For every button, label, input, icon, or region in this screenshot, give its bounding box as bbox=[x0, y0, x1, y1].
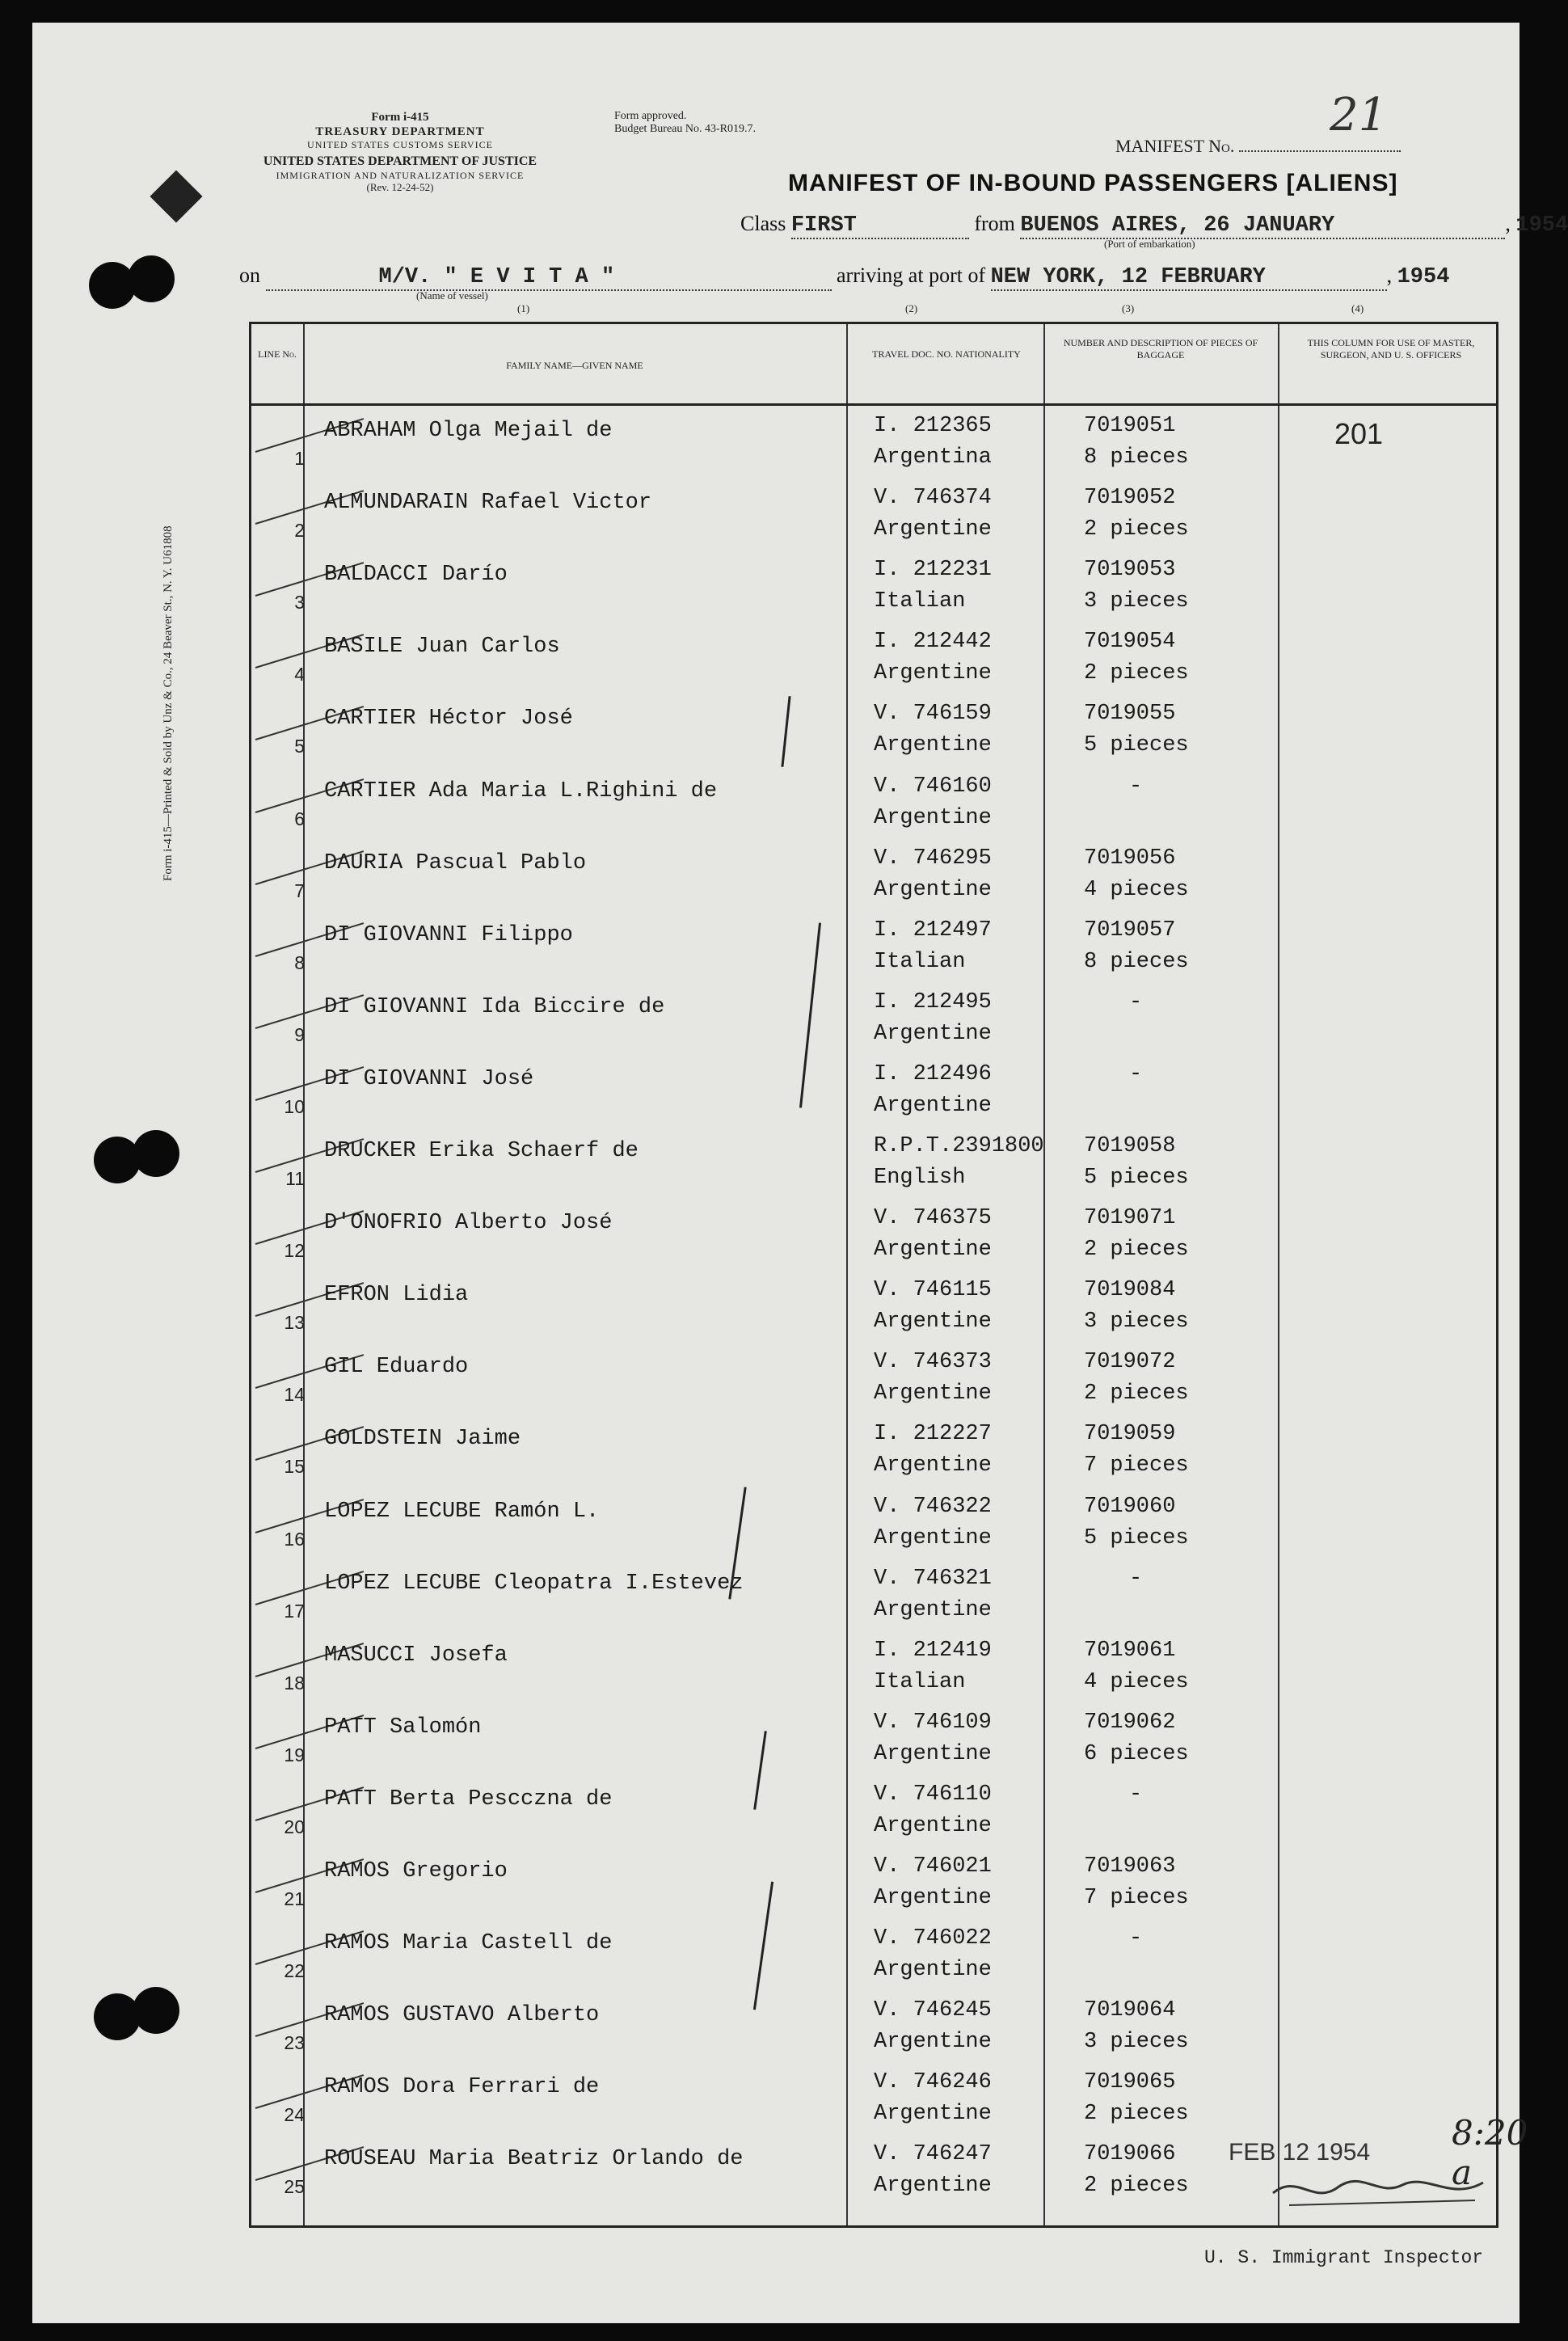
baggage-number: 7019056 bbox=[1084, 846, 1176, 871]
line-number: 18 bbox=[284, 1672, 305, 1694]
travel-doc bbox=[874, 411, 1092, 474]
doc-number: V. 746110 bbox=[874, 1782, 992, 1807]
baggage-number: 7019057 bbox=[1084, 917, 1176, 943]
line-number: 5 bbox=[294, 736, 305, 757]
passenger-name: CARTIER Ada Maria L.Righini de bbox=[324, 778, 718, 804]
doc-number: I. 212231 bbox=[874, 558, 992, 583]
doc-number: V. 746373 bbox=[874, 1350, 992, 1375]
baggage-pieces: 5 pieces bbox=[1084, 733, 1189, 758]
baggage-number: 7019072 bbox=[1084, 1350, 1176, 1375]
baggage-number: 7019059 bbox=[1084, 1422, 1176, 1447]
arrival-field bbox=[991, 264, 1387, 291]
manifest-number-handwritten: 21 bbox=[1330, 89, 1388, 141]
doc-number: V. 746322 bbox=[874, 1494, 992, 1519]
arrival-value: NEW YORK, 12 FEBRUARY bbox=[990, 265, 1266, 289]
passenger-name: LOPEZ LECUBE Ramón L. bbox=[324, 1499, 600, 1524]
table-row bbox=[251, 1054, 1496, 1126]
line-number: 3 bbox=[294, 592, 305, 614]
baggage bbox=[1084, 626, 1310, 690]
doc-number: I. 212442 bbox=[874, 630, 992, 655]
baggage-pieces: 2 pieces bbox=[1084, 517, 1189, 542]
vessel-caption: (Name of vessel) bbox=[416, 289, 488, 302]
line-number: 24 bbox=[284, 2104, 305, 2126]
baggage bbox=[1084, 1275, 1310, 1338]
baggage bbox=[1084, 555, 1310, 618]
passenger-name: GIL Eduardo bbox=[324, 1355, 469, 1380]
baggage-pieces: 2 pieces bbox=[1084, 2102, 1189, 2127]
line-number: 10 bbox=[284, 1095, 305, 1117]
baggage-number: 7019084 bbox=[1084, 1278, 1176, 1303]
baggage bbox=[1084, 1779, 1310, 1811]
baggage-number: - bbox=[1129, 1061, 1143, 1086]
nationality: Italian bbox=[874, 589, 966, 614]
table-row bbox=[251, 694, 1496, 766]
nationality: Argentine bbox=[874, 2174, 992, 2199]
treasury-dept: TREASURY DEPARTMENT bbox=[315, 125, 485, 138]
year-1: 1954 bbox=[1515, 213, 1568, 238]
passenger-name: D'ONOFRIO Alberto José bbox=[324, 1211, 613, 1236]
vessel-field bbox=[266, 264, 832, 291]
approved-line: Form approved. bbox=[614, 110, 687, 122]
line-number: 1 bbox=[294, 448, 305, 469]
col-header-line: LINE No. bbox=[258, 348, 297, 360]
passenger-name: DI GIOVANNI Filippo bbox=[324, 922, 573, 947]
baggage bbox=[1084, 1203, 1310, 1266]
line-number: 25 bbox=[284, 2176, 305, 2198]
table-row bbox=[251, 550, 1496, 622]
baggage-number: 7019065 bbox=[1084, 2070, 1176, 2095]
line-number: 2 bbox=[294, 520, 305, 542]
justice-dept: UNITED STATES DEPARTMENT OF JUSTICE bbox=[263, 154, 537, 169]
col-num-4: (4) bbox=[1351, 302, 1364, 314]
nationality: Argentina bbox=[874, 445, 992, 470]
doc-number: V. 746109 bbox=[874, 1710, 992, 1735]
nationality: Argentine bbox=[874, 1310, 992, 1335]
baggage bbox=[1084, 1635, 1310, 1698]
line-number: 6 bbox=[294, 808, 305, 829]
travel-doc bbox=[874, 626, 1092, 690]
travel-doc bbox=[874, 1851, 1092, 1914]
line-number: 14 bbox=[284, 1384, 305, 1406]
inspector-label: U. S. Immigrant Inspector bbox=[1204, 2247, 1484, 2268]
baggage-number: 7019055 bbox=[1084, 702, 1176, 727]
table-row bbox=[251, 622, 1496, 694]
vessel-line: on M/V. " E V I T A " arriving at port of NEW YORK, 12 FEBRUARY , 1954 bbox=[239, 264, 1450, 289]
passenger-name: PATT Salomón bbox=[324, 1715, 482, 1740]
baggage bbox=[1084, 1059, 1310, 1090]
baggage bbox=[1084, 915, 1310, 978]
nationality: Italian bbox=[874, 949, 966, 974]
revision: (Rev. 12-24-52) bbox=[366, 180, 434, 193]
baggage-pieces: 7 pieces bbox=[1084, 1453, 1189, 1478]
nationality: Argentine bbox=[874, 1093, 992, 1118]
nationality: Argentine bbox=[874, 733, 992, 758]
travel-doc bbox=[874, 2067, 1092, 2130]
line-number: 20 bbox=[284, 1816, 305, 1837]
travel-doc bbox=[874, 2139, 1092, 2202]
line-number: 16 bbox=[284, 1528, 305, 1550]
doc-number: V. 746321 bbox=[874, 1566, 992, 1591]
inspector-signature bbox=[1265, 2165, 1491, 2213]
nationality: Argentine bbox=[874, 1958, 992, 1983]
doc-number: V. 746375 bbox=[874, 1206, 992, 1231]
from-value: BUENOS AIRES, 26 JANUARY bbox=[1020, 213, 1335, 238]
baggage-number: 7019071 bbox=[1084, 1206, 1176, 1231]
baggage-number: - bbox=[1129, 1782, 1143, 1807]
class-field bbox=[791, 212, 969, 239]
table-row bbox=[251, 1702, 1496, 1774]
line-number: 12 bbox=[284, 1240, 305, 1262]
travel-doc bbox=[874, 1995, 1092, 2058]
nationality: Argentine bbox=[874, 2030, 992, 2055]
travel-doc bbox=[874, 843, 1092, 906]
manifest-no-label: MANIFEST No. bbox=[1115, 136, 1235, 156]
year-2: 1954 bbox=[1397, 265, 1450, 289]
baggage bbox=[1084, 1923, 1310, 1955]
table-row bbox=[251, 1126, 1496, 1198]
doc-number: V. 746022 bbox=[874, 1926, 992, 1951]
line-number: 11 bbox=[285, 1168, 305, 1189]
doc-number: I. 212496 bbox=[874, 1061, 992, 1086]
passenger-name: MASUCCI Josefa bbox=[324, 1643, 508, 1668]
col-header-officers: THIS COLUMN FOR USE OF MASTER, SURGEON, AND U. S. OFFICERS bbox=[1307, 337, 1475, 361]
nationality: Argentine bbox=[874, 2102, 992, 2127]
baggage bbox=[1084, 698, 1310, 761]
manifest-no bbox=[1115, 136, 1401, 157]
table-row bbox=[251, 1414, 1496, 1486]
travel-doc bbox=[874, 1131, 1092, 1194]
baggage-pieces: 2 pieces bbox=[1084, 1381, 1189, 1407]
baggage-number: 7019051 bbox=[1084, 414, 1176, 438]
nationality: Argentine bbox=[874, 517, 992, 542]
travel-doc bbox=[874, 1419, 1092, 1482]
table-row bbox=[251, 2062, 1496, 2134]
line-number: 22 bbox=[284, 1960, 305, 1982]
passenger-name: ROUSEAU Maria Beatriz Orlando de bbox=[324, 2147, 744, 2172]
nationality: Argentine bbox=[874, 1525, 992, 1550]
travel-doc bbox=[874, 1635, 1092, 1698]
nationality: Argentine bbox=[874, 1886, 992, 1910]
nationality: Argentine bbox=[874, 805, 992, 830]
passenger-name: BASILE Juan Carlos bbox=[324, 635, 560, 660]
baggage bbox=[1084, 1491, 1310, 1554]
line-number: 19 bbox=[284, 1744, 305, 1765]
table-row bbox=[251, 1990, 1496, 2062]
travel-doc bbox=[874, 1563, 1092, 1626]
baggage-number: - bbox=[1129, 1566, 1143, 1591]
vessel-value: M/V. " E V I T A " bbox=[378, 265, 615, 289]
nationality: Argentine bbox=[874, 877, 992, 902]
line-number: 7 bbox=[294, 879, 305, 901]
table-row bbox=[251, 766, 1496, 838]
travel-doc bbox=[874, 483, 1092, 546]
baggage bbox=[1084, 2067, 1310, 2130]
baggage bbox=[1084, 1131, 1310, 1194]
line-number: 17 bbox=[284, 1600, 305, 1622]
form-number: Form i-415 bbox=[371, 111, 429, 124]
table-row bbox=[251, 478, 1496, 550]
customs-service: UNITED STATES CUSTOMS SERVICE bbox=[307, 139, 493, 150]
passenger-name: EFRON Lidia bbox=[324, 1283, 469, 1308]
table-row bbox=[251, 406, 1496, 478]
passenger-name: ALMUNDARAIN Rafael Victor bbox=[324, 491, 652, 516]
officer-note: 201 bbox=[1334, 417, 1384, 450]
travel-doc bbox=[874, 1347, 1092, 1410]
table-row bbox=[251, 1846, 1496, 1918]
baggage-pieces: 2 pieces bbox=[1084, 661, 1189, 686]
baggage-number: 7019060 bbox=[1084, 1494, 1176, 1519]
doc-number: I. 212227 bbox=[874, 1422, 992, 1447]
baggage-pieces: 5 pieces bbox=[1084, 1166, 1189, 1190]
travel-doc bbox=[874, 1275, 1092, 1338]
baggage-number: 7019054 bbox=[1084, 630, 1176, 655]
travel-doc bbox=[874, 1491, 1092, 1554]
baggage-number: - bbox=[1129, 1926, 1143, 1951]
doc-number: I. 212497 bbox=[874, 917, 992, 943]
table-row bbox=[251, 910, 1496, 982]
baggage-number: - bbox=[1129, 774, 1143, 799]
travel-doc bbox=[874, 1203, 1092, 1266]
travel-doc bbox=[874, 1779, 1092, 1842]
baggage-pieces: 3 pieces bbox=[1084, 589, 1189, 614]
nationality: Argentine bbox=[874, 1813, 992, 1838]
baggage-number: 7019061 bbox=[1084, 1638, 1176, 1663]
class-from-line: Class FIRST from BUENOS AIRES, 26 JANUARY , 1954 bbox=[740, 212, 1568, 238]
baggage-pieces: 3 pieces bbox=[1084, 1310, 1189, 1335]
passenger-name: RAMOS GUSTAVO Alberto bbox=[324, 2003, 600, 2028]
passenger-name: GOLDSTEIN Jaime bbox=[324, 1427, 521, 1452]
travel-doc bbox=[874, 698, 1092, 761]
baggage-pieces: 4 pieces bbox=[1084, 877, 1189, 902]
doc-number: V. 746021 bbox=[874, 1854, 992, 1879]
table-row bbox=[251, 1198, 1496, 1270]
doc-number: V. 746159 bbox=[874, 702, 992, 727]
baggage bbox=[1084, 1995, 1310, 2058]
on-label: on bbox=[239, 264, 260, 287]
manifest-page bbox=[32, 23, 1568, 2323]
table-row bbox=[251, 982, 1496, 1054]
baggage-pieces: 2 pieces bbox=[1084, 1238, 1189, 1263]
travel-doc bbox=[874, 555, 1092, 618]
baggage-pieces: 5 pieces bbox=[1084, 1525, 1189, 1550]
budget-bureau-line: Budget Bureau No. 43-R019.7. bbox=[614, 123, 756, 136]
table-row bbox=[251, 1342, 1496, 1414]
punch-hole bbox=[128, 255, 175, 302]
arriving-label: arriving at port of bbox=[837, 264, 986, 287]
line-number: 21 bbox=[284, 1888, 305, 1909]
line-number: 23 bbox=[284, 2032, 305, 2054]
passenger-name: LOPEZ LECUBE Cleopatra I.Estevez bbox=[324, 1571, 744, 1596]
travel-doc bbox=[874, 1059, 1092, 1122]
baggage bbox=[1084, 1347, 1310, 1410]
punch-hole bbox=[133, 1130, 179, 1177]
passenger-table bbox=[249, 322, 1498, 2228]
nationality: Italian bbox=[874, 1669, 966, 1694]
passenger-name: RAMOS Gregorio bbox=[324, 1859, 508, 1883]
date-stamp: FEB 12 1954 bbox=[1229, 2139, 1371, 2166]
table-row bbox=[251, 1487, 1496, 1559]
passenger-name: RAMOS Maria Castell de bbox=[324, 1931, 613, 1956]
approval-note bbox=[614, 110, 756, 136]
travel-doc bbox=[874, 987, 1092, 1050]
table-row bbox=[251, 1559, 1496, 1630]
baggage-number: 7019064 bbox=[1084, 1998, 1176, 2023]
baggage bbox=[1084, 1707, 1310, 1770]
line-number: 8 bbox=[294, 951, 305, 973]
embark-caption: (Port of embarkation) bbox=[1104, 238, 1195, 250]
baggage-pieces: 2 pieces bbox=[1084, 2174, 1189, 2199]
page-title: MANIFEST OF IN-BOUND PASSENGERS [ALIENS] bbox=[788, 170, 1398, 196]
baggage-number: 7019066 bbox=[1084, 2142, 1176, 2167]
passenger-name: DAURIA Pascual Pablo bbox=[324, 850, 587, 875]
passenger-name: DI GIOVANNI Ida Biccire de bbox=[324, 994, 665, 1019]
baggage bbox=[1084, 987, 1310, 1019]
nationality: English bbox=[874, 1166, 966, 1190]
nationality: Argentine bbox=[874, 1238, 992, 1263]
class-value: FIRST bbox=[790, 213, 857, 238]
line-number: 15 bbox=[284, 1456, 305, 1478]
passenger-name: ABRAHAM Olga Mejail de bbox=[324, 419, 613, 443]
table-row bbox=[251, 1918, 1496, 1990]
baggage-number: 7019062 bbox=[1084, 1710, 1176, 1735]
col-num-1: (1) bbox=[517, 302, 530, 314]
doc-number: V. 746245 bbox=[874, 1998, 992, 2023]
doc-number: I. 212495 bbox=[874, 989, 992, 1014]
table-row bbox=[251, 838, 1496, 910]
printer-imprint: Form i-415—Printed & Sold by Unz & Co., 24 Beaver St., N. Y. U61808 bbox=[162, 525, 175, 881]
baggage bbox=[1084, 1563, 1310, 1595]
line-number: 4 bbox=[294, 664, 305, 685]
doc-number: V. 746374 bbox=[874, 486, 992, 511]
from-field bbox=[1020, 212, 1505, 239]
immigration-service: IMMIGRATION AND NATURALIZATION SERVICE bbox=[276, 169, 525, 181]
baggage bbox=[1084, 843, 1310, 906]
travel-doc bbox=[874, 1707, 1092, 1770]
baggage bbox=[1084, 1851, 1310, 1914]
col-header-baggage: NUMBER AND DESCRIPTION OF PIECES OF BAGGAGE bbox=[1063, 337, 1258, 361]
baggage bbox=[1084, 411, 1310, 474]
nationality: Argentine bbox=[874, 1741, 992, 1766]
baggage-number: 7019063 bbox=[1084, 1854, 1176, 1879]
line-number: 13 bbox=[284, 1312, 305, 1334]
nationality: Argentine bbox=[874, 661, 992, 686]
passenger-name: RAMOS Dora Ferrari de bbox=[324, 2075, 600, 2100]
line-number: 9 bbox=[294, 1023, 305, 1045]
doc-number: V. 746160 bbox=[874, 774, 992, 799]
col-num-2: (2) bbox=[905, 302, 918, 314]
table-row bbox=[251, 1270, 1496, 1342]
time-mark: 8:20 a bbox=[1452, 2113, 1528, 2192]
baggage-number: 7019052 bbox=[1084, 486, 1176, 511]
baggage bbox=[1084, 771, 1310, 803]
doc-number: I. 212365 bbox=[874, 414, 992, 438]
col-header-name: FAMILY NAME—GIVEN NAME bbox=[506, 360, 643, 371]
baggage bbox=[1084, 483, 1310, 546]
baggage-number: 7019058 bbox=[1084, 1134, 1176, 1158]
punch-hole bbox=[133, 1987, 179, 2034]
doc-number: V. 746115 bbox=[874, 1278, 992, 1303]
form-header-left bbox=[190, 110, 610, 194]
from-label: from bbox=[974, 212, 1015, 235]
baggage-pieces: 7 pieces bbox=[1084, 1886, 1189, 1910]
table-row bbox=[251, 1630, 1496, 1702]
travel-doc bbox=[874, 1923, 1092, 1986]
passenger-name: PATT Berta Pescczna de bbox=[324, 1786, 613, 1812]
passenger-name: DI GIOVANNI José bbox=[324, 1066, 534, 1091]
col-header-travel: TRAVEL DOC. NO. NATIONALITY bbox=[872, 348, 1021, 360]
doc-number: R.P.T.2391800 bbox=[874, 1134, 1044, 1158]
baggage bbox=[1084, 1419, 1310, 1482]
travel-doc bbox=[874, 915, 1092, 978]
baggage-pieces: 3 pieces bbox=[1084, 2030, 1189, 2055]
passenger-name: CARTIER Héctor José bbox=[324, 707, 573, 732]
doc-number: I. 212419 bbox=[874, 1638, 992, 1663]
passenger-name: DRUCKER Erika Schaerf de bbox=[324, 1139, 639, 1163]
doc-number: V. 746247 bbox=[874, 2142, 992, 2167]
baggage-pieces: 8 pieces bbox=[1084, 445, 1189, 470]
nationality: Argentine bbox=[874, 1021, 992, 1046]
doc-number: V. 746295 bbox=[874, 846, 992, 871]
travel-doc bbox=[874, 771, 1092, 834]
col-num-3: (3) bbox=[1122, 302, 1135, 314]
class-label: Class bbox=[740, 212, 786, 235]
nationality: Argentine bbox=[874, 1453, 992, 1478]
baggage-number: - bbox=[1129, 989, 1143, 1014]
baggage-pieces: 6 pieces bbox=[1084, 1741, 1189, 1766]
nationality: Argentine bbox=[874, 1381, 992, 1407]
nationality: Argentine bbox=[874, 1597, 992, 1622]
manifest-no-dots bbox=[1239, 150, 1401, 152]
baggage-number: 7019053 bbox=[1084, 558, 1176, 583]
doc-number: V. 746246 bbox=[874, 2070, 992, 2095]
baggage-pieces: 4 pieces bbox=[1084, 1669, 1189, 1694]
table-row bbox=[251, 1774, 1496, 1846]
passenger-name: BALDACCI Darío bbox=[324, 563, 508, 588]
baggage-pieces: 8 pieces bbox=[1084, 949, 1189, 974]
